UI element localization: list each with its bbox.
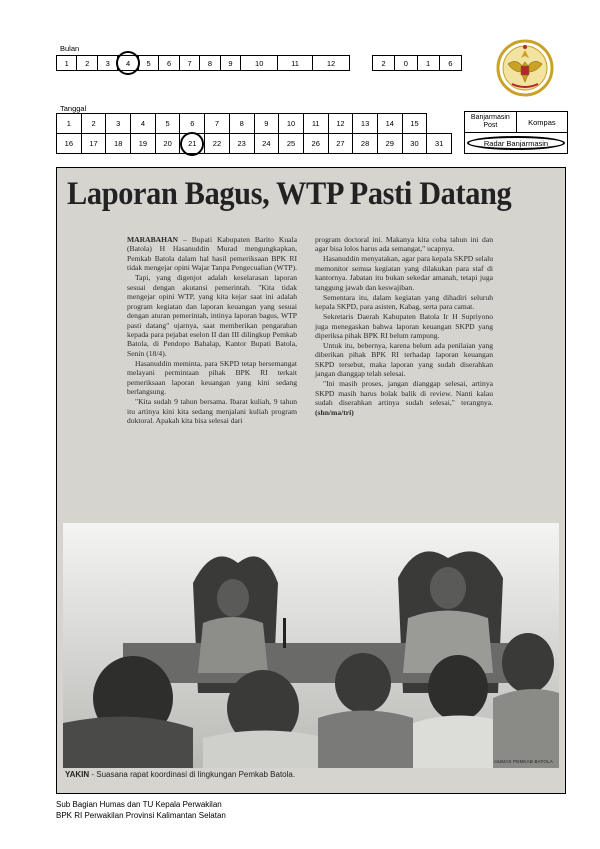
article-paragraph: Tapi, yang digenjot adalah keselarasan laporan sesuai dengan akutansi pemerintah. "Kita tidak mengejar opini WTP, yang kita kejar saat ini adalah program kegiatan dan laporan keuangan yang sesuai dengan aturan pemerintah, intinya laporan bagus, WTP pasti datang" ujarnya, saat memberikan pengarahan kepada para pejabat eselon II dan III dilingkup Pemkab Batola, di Pendopo Bahalap, Kantor Bupati Batola, Senin (18/4). bbox=[127, 273, 297, 358]
day-cell-24: 24 bbox=[254, 134, 279, 154]
month-cell-10: 10 bbox=[241, 56, 278, 71]
day-cell-8: 8 bbox=[229, 114, 254, 134]
article-credit: (shn/ma/tri) bbox=[315, 407, 354, 417]
day-cell-10: 10 bbox=[279, 114, 304, 134]
day-cell-1: 1 bbox=[57, 114, 82, 134]
article-paragraph: "Kita sudah 9 tahun bersama. Ibarat kuliah, 9 tahun itu artinya kini kita sedang menjalani kuliah program doktoral. Apakah kita bisa selesai dari bbox=[127, 397, 297, 426]
day-cell-31: 31 bbox=[427, 134, 452, 154]
day-cell-18: 18 bbox=[106, 134, 131, 154]
article-paragraph: MARABAHAN – Bupati Kabupaten Barito Kuala (Batola) H Hasanuddin Murad mengungkapkan, Pemkab Batola dalam hal hasil pemeriksaan BPK RI tidak mengejar opini Wajar Tanpa Pengecualian (WTP). bbox=[127, 235, 298, 273]
day-cell-6: 6 bbox=[180, 114, 205, 134]
year-digit-1: 1 bbox=[417, 56, 439, 71]
month-cell-9: 9 bbox=[220, 56, 240, 71]
day-cell-19: 19 bbox=[131, 134, 156, 154]
day-cell-9: 9 bbox=[254, 114, 279, 134]
article-paragraph: Sementara itu, dalam kegiatan yang dihadiri seluruh kepala SKPD, para asisten, Kabag, serta para camat. bbox=[315, 292, 493, 312]
year-digit-2: 2 bbox=[373, 56, 395, 71]
month-grid bbox=[56, 55, 350, 71]
month-cell-2: 2 bbox=[77, 56, 97, 71]
meeting-photo bbox=[63, 523, 559, 768]
day-grid bbox=[56, 113, 452, 154]
year-grid bbox=[372, 55, 462, 71]
selected-source-oval bbox=[467, 136, 565, 150]
month-cell-4: 4 bbox=[118, 56, 138, 71]
article-paragraph: program doctoral ini. Makanya kita coba tahun ini dan agar bisa lolos harus ada semangat," ucapnya. bbox=[315, 235, 493, 254]
day-cell-16: 16 bbox=[57, 134, 82, 154]
day-cell-11: 11 bbox=[303, 114, 328, 134]
day-cell-14: 14 bbox=[377, 114, 402, 134]
footer-line-2: BPK RI Perwakilan Provinsi Kalimantan Selatan bbox=[56, 811, 226, 820]
day-cell-15: 15 bbox=[402, 114, 427, 134]
article-paragraph: Hasanuddin meminta, para SKPD tetap bersemangat melayani permintaan pihak BPK RI terkait pemeriksaan laporan keuangan yang kini sedang berlangsung. bbox=[127, 358, 297, 397]
article-column-2 bbox=[315, 235, 493, 418]
month-cell-7: 7 bbox=[179, 56, 199, 71]
day-cell-20: 20 bbox=[155, 134, 180, 154]
day-cell-27: 27 bbox=[328, 134, 353, 154]
year-digit-0: 0 bbox=[395, 56, 417, 71]
year-digit-6: 6 bbox=[439, 56, 461, 71]
bpk-emblem bbox=[496, 38, 554, 98]
source-radar-banjarmasin bbox=[465, 133, 568, 154]
article-column-1 bbox=[127, 235, 297, 426]
day-cell-22: 22 bbox=[205, 134, 230, 154]
month-cell-3: 3 bbox=[97, 56, 117, 71]
day-cell-13: 13 bbox=[353, 114, 378, 134]
day-cell-2: 2 bbox=[81, 114, 106, 134]
photo-credit: HUMAS PEMKAB BATOLA bbox=[494, 759, 553, 764]
day-cell-29: 29 bbox=[377, 134, 402, 154]
day-cell-17: 17 bbox=[81, 134, 106, 154]
footer-line-1: Sub Bagian Humas dan TU Kepala Perwakilan bbox=[56, 800, 222, 809]
source-kompas: Kompas bbox=[516, 112, 567, 133]
day-cell-3: 3 bbox=[106, 114, 131, 134]
day-cell-26: 26 bbox=[303, 134, 328, 154]
article-paragraph: "Ini masih proses, jangan dianggap selesai, artinya SKPD masih harus bolak balik di review. Nanti kalau sudah diserahkan artinya sudah selesai," terangnya. (shn/ma/tri) bbox=[315, 379, 493, 417]
article-paragraph: Sekretaris Daerah Kabupaten Batola Ir H Supriyono juga menegaskan bahwa laporan keuangan SKPD yang diperiksa pihak BPK RI belum rampung. bbox=[315, 312, 493, 341]
month-cell-1: 1 bbox=[57, 56, 77, 71]
source-grid bbox=[464, 111, 568, 154]
newspaper-clipping bbox=[56, 167, 566, 794]
day-cell-25: 25 bbox=[279, 134, 304, 154]
month-cell-11: 11 bbox=[278, 56, 313, 71]
day-cell-23: 23 bbox=[229, 134, 254, 154]
day-cell-21: 21 bbox=[180, 134, 205, 154]
article-headline: Laporan Bagus, WTP Pasti Datang bbox=[67, 176, 512, 212]
day-cell-5: 5 bbox=[155, 114, 180, 134]
day-cell-28: 28 bbox=[353, 134, 378, 154]
article-paragraph: Hasanuddin menyatakan, agar para kepala SKPD selalu memonitor semua kegiatan yang dilakukan para staf di kantornya. Jabatan itu bukan sekedar amanah, tetapi juga tanggung jawab dan keswajiban. bbox=[315, 254, 493, 292]
month-cell-12: 12 bbox=[313, 56, 350, 71]
month-cell-5: 5 bbox=[138, 56, 158, 71]
tanggal-label: Tanggal bbox=[60, 104, 87, 113]
article-paragraph: Untuk itu, bebernya, karena belum ada penilaian yang diberikan pihak BPK RI terhadap laporan keuangan SKPD tersebut, maka laporan yang sudah diserahkan jangan dianggap telah selesai. bbox=[315, 340, 493, 379]
footer bbox=[56, 799, 226, 821]
month-cell-8: 8 bbox=[200, 56, 220, 71]
source-radar-label: Radar Banjarmasin bbox=[483, 138, 549, 148]
day-cell-30: 30 bbox=[402, 134, 427, 154]
month-cell-6: 6 bbox=[159, 56, 179, 71]
bulan-label: Bulan bbox=[60, 44, 80, 53]
day-cell-4: 4 bbox=[131, 114, 156, 134]
photo-caption: YAKIN - Suasana rapat koordinasi di lingkungan Pemkab Batola. bbox=[65, 770, 296, 779]
day-cell-12: 12 bbox=[328, 114, 353, 134]
article-dateline: MARABAHAN bbox=[127, 235, 179, 244]
source-banjarmasin-post: Banjarmasin Post bbox=[465, 112, 517, 133]
day-cell-7: 7 bbox=[205, 114, 230, 134]
